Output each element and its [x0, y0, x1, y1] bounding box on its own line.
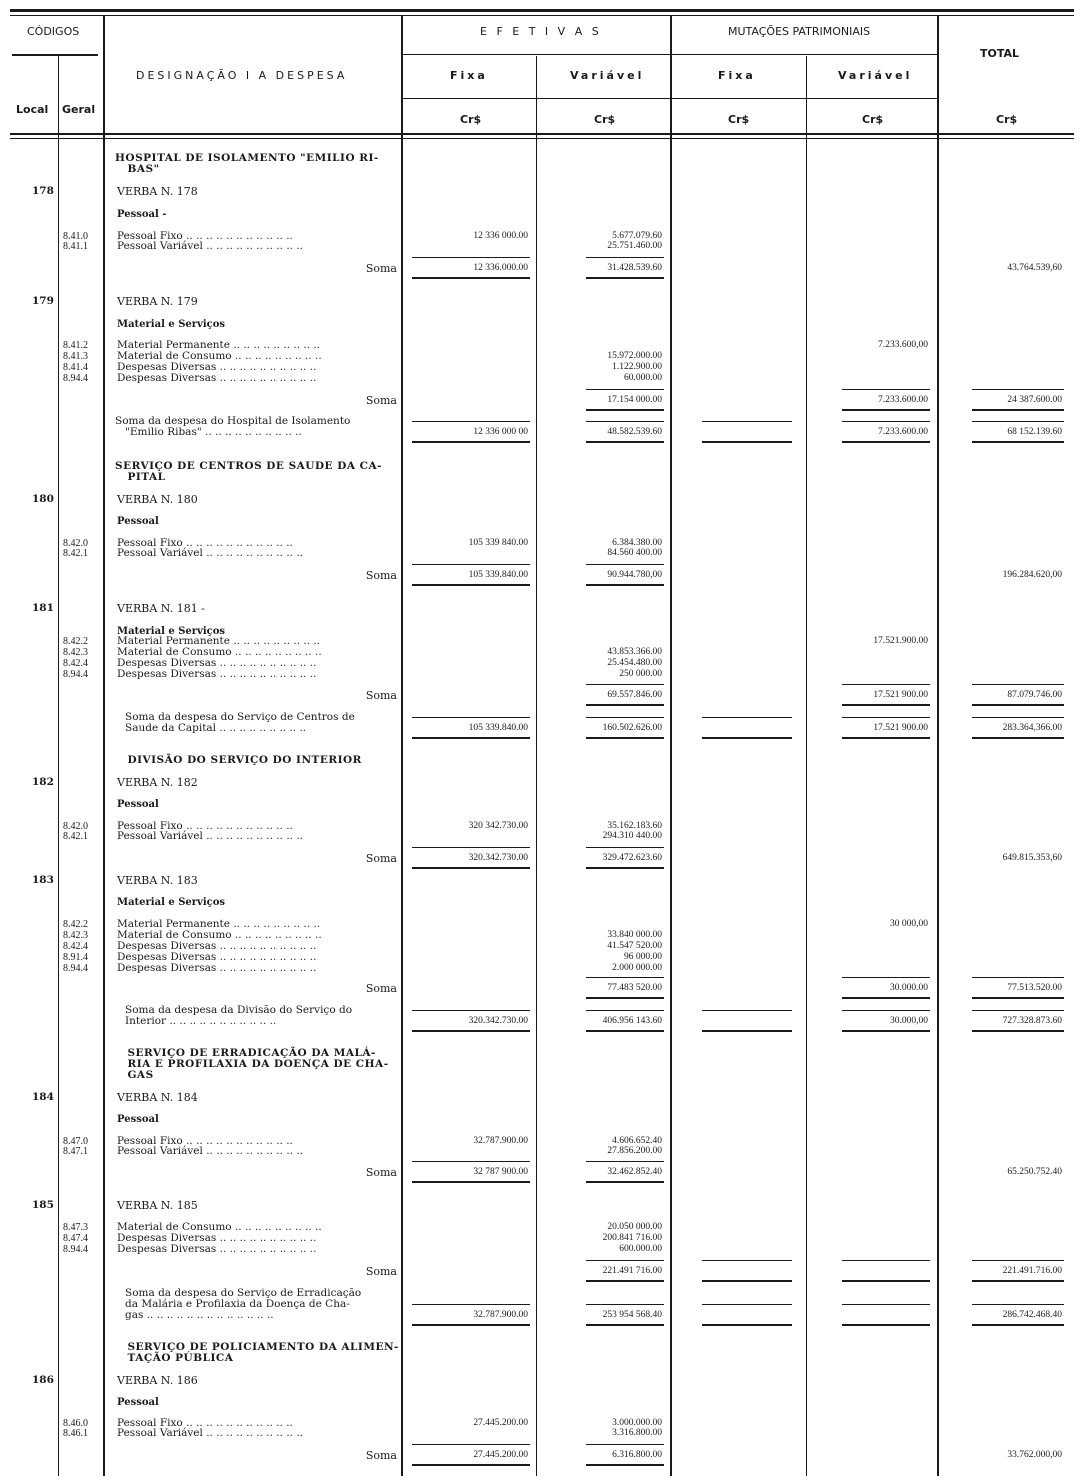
sum-rule-bottom: [842, 997, 930, 999]
sum-rule-top: [842, 1260, 930, 1261]
subgroup-label: Pessoal: [117, 1114, 159, 1125]
amount-ef-var: 15.972.000.00: [607, 351, 662, 361]
amount-ef-var: 35.162.183.60: [607, 821, 662, 831]
sum-rule-top: [842, 684, 930, 685]
subgroup-label: Pessoal -: [117, 209, 167, 220]
sum-rule-top: [972, 1304, 1064, 1305]
col-divider-ef-fixa: [536, 56, 537, 1476]
amount-ef-var: 1.122.900.00: [612, 362, 662, 372]
amount-ef-fixa: 12 336 000.00: [473, 231, 528, 241]
amount-ef-var: 221.491 716.00: [602, 1266, 662, 1276]
sum-rule-top: [702, 1304, 792, 1305]
amount-ef-fixa: 27.445.200.00: [473, 1418, 528, 1428]
sum-rule-bottom: [702, 441, 792, 443]
col-divider-local: [58, 56, 59, 1476]
sum-rule-bottom: [702, 1324, 792, 1326]
subtotal-label: Soma: [365, 982, 397, 995]
sum-rule-top: [412, 847, 530, 848]
amount-ef-var: 25.751.460.00: [607, 241, 662, 251]
sum-rule-top: [842, 389, 930, 390]
col-divider-ef-var: [670, 16, 672, 1476]
item-description: Despesas Diversas .. .. .. .. .. .. .. .. .. ..: [117, 372, 317, 384]
header-mutacoes: MUTAÇÕES PATRIMONIAIS: [728, 25, 871, 38]
item-description: Pessoal Variável .. .. .. .. .. .. .. .. .. ..: [117, 240, 304, 252]
sum-rule-bottom: [586, 277, 664, 279]
amount-ef-var: 33.840 000.00: [607, 930, 662, 940]
general-code: 8.42.4: [63, 941, 88, 952]
item-description: Despesas Diversas .. .. .. .. .. .. .. .. .. ..: [117, 940, 317, 952]
amount-ef-var: 406.956 143.60: [602, 1016, 662, 1026]
general-code: 8.42.0: [63, 538, 88, 549]
sum-rule-bottom: [412, 1181, 530, 1183]
sum-rule-top: [412, 1304, 530, 1305]
sum-rule-bottom: [586, 1030, 664, 1032]
sum-rule-bottom: [842, 1030, 930, 1032]
header-efetivas: E F E T I V A S: [480, 25, 602, 38]
general-code: 8.41.4: [63, 362, 88, 373]
header-geral: Geral: [62, 103, 96, 116]
general-code: 8.41.0: [63, 231, 88, 242]
general-code: 8.46.1: [63, 1428, 88, 1439]
amount-ef-var: 43.853.366.00: [607, 647, 662, 657]
item-description: Material Permanente .. .. .. .. .. .. .. .. ..: [117, 339, 321, 351]
amount-ef-var: 41.547 520.00: [607, 941, 662, 951]
sum-rule-top: [586, 684, 664, 685]
currency-mp-fixa: Cr$: [728, 113, 750, 126]
sum-rule-top: [412, 717, 530, 718]
sum-rule-top: [586, 977, 664, 978]
sum-rule-top: [972, 1260, 1064, 1261]
sum-rule-bottom: [412, 441, 530, 443]
sum-rule-top: [412, 421, 530, 422]
sum-rule-bottom: [586, 867, 664, 869]
general-code: 8.41.1: [63, 241, 88, 252]
item-description: Pessoal Variável .. .. .. .. .. .. .. .. .. ..: [117, 1145, 304, 1157]
sum-rule-bottom: [972, 1030, 1064, 1032]
amount-ef-var: 200.841 716.00: [602, 1233, 662, 1243]
local-code: 178: [32, 185, 54, 197]
item-description: Pessoal Fixo .. .. .. .. .. .. .. .. .. .. ..: [117, 230, 293, 242]
sum-rule-top: [586, 564, 664, 565]
verba-label: VERBA N. 178: [117, 185, 198, 198]
item-description: Material de Consumo .. .. .. .. .. .. .. .. ..: [117, 350, 322, 362]
amount-total: 68 152.139.60: [1007, 427, 1062, 437]
amount-mp-var: 30.000,00: [890, 1016, 928, 1026]
header-codigos: CÓDIGOS: [27, 25, 80, 38]
sum-rule-top: [412, 1161, 530, 1162]
subtotal-label: Soma: [365, 1166, 397, 1179]
verba-label: VERBA N. 183: [117, 874, 198, 887]
item-description: Pessoal Fixo .. .. .. .. .. .. .. .. .. .. ..: [117, 1135, 293, 1147]
amount-ef-fixa: 320.342.730.00: [468, 853, 528, 863]
item-description: Pessoal Variável .. .. .. .. .. .. .. .. .. ..: [117, 547, 304, 559]
item-description: Pessoal Fixo .. .. .. .. .. .. .. .. .. .. ..: [117, 537, 293, 549]
subgroup-label: Material e Serviços: [117, 626, 226, 637]
item-description: Despesas Diversas .. .. .. .. .. .. .. .. .. ..: [117, 951, 317, 963]
header-designacao: DESIGNAÇÃO I A DESPESA: [136, 69, 348, 82]
amount-ef-fixa: 320 342.730.00: [468, 821, 528, 831]
sum-rule-top: [702, 1010, 792, 1011]
section-title: SERVIÇO DE POLICIAMENTO DA ALIMEN- TAÇÃO PÚBLICA: [127, 1341, 399, 1364]
verba-label: VERBA N. 182: [117, 776, 198, 789]
total-description: Soma da despesa do Serviço de Erradicação da Malária e Profilaxia da Doença de Cha- gas .. .. .. .. .. .. .. .. .. .. .. .. ..: [125, 1287, 362, 1321]
top-rule-thin: [10, 15, 1074, 16]
subtotal-label: Soma: [365, 852, 397, 865]
item-description: Despesas Diversas .. .. .. .. .. .. .. .. .. ..: [117, 962, 317, 974]
amount-ef-fixa: 105 339.840.00: [468, 570, 528, 580]
amount-ef-var: 20.050 000.00: [607, 1222, 662, 1232]
sum-rule-top: [972, 684, 1064, 685]
amount-total: 24 387.600.00: [1007, 395, 1062, 405]
amount-ef-var: 96 000.00: [624, 952, 662, 962]
sum-rule-bottom: [972, 1280, 1064, 1282]
amount-ef-var: 25.454.480.00: [607, 658, 662, 668]
amount-total: 43.764.539,60: [1007, 263, 1062, 273]
subtotal-label: Soma: [365, 1449, 397, 1462]
sum-rule-top: [412, 1444, 530, 1445]
amount-mp-var: 30 000,00: [890, 919, 928, 929]
sum-rule-bottom: [972, 997, 1064, 999]
sum-rule-top: [842, 1010, 930, 1011]
amount-ef-fixa: 105 339 840.00: [468, 538, 528, 548]
local-code: 180: [32, 493, 54, 505]
sum-rule-bottom: [842, 441, 930, 443]
sum-rule-top: [972, 389, 1064, 390]
sum-rule-top: [586, 1260, 664, 1261]
sum-rule-top: [412, 257, 530, 258]
amount-ef-var: 31.428.539.60: [607, 263, 662, 273]
header-bottom-rule: [10, 133, 1074, 135]
header-total: TOTAL: [980, 47, 1020, 60]
sum-rule-bottom: [972, 704, 1064, 706]
amount-ef-var: 600.000.00: [619, 1244, 662, 1254]
sum-rule-bottom: [702, 737, 792, 739]
item-description: Pessoal Fixo .. .. .. .. .. .. .. .. .. .. ..: [117, 1417, 293, 1429]
local-code: 184: [32, 1091, 54, 1103]
general-code: 8.42.3: [63, 647, 88, 658]
amount-ef-fixa: 320.342.730.00: [468, 1016, 528, 1026]
amount-total: 727.328.873.60: [1002, 1016, 1062, 1026]
subgroup-label: Pessoal: [117, 799, 159, 810]
section-title: SERVIÇO DE ERRADICAÇÃO DA MALÁ- RIA E PROFILAXIA DA DOENÇA DE CHA- GAS: [127, 1047, 389, 1081]
amount-ef-fixa: 105 339.840.00: [468, 723, 528, 733]
item-description: Material Permanente .. .. .. .. .. .. .. .. ..: [117, 635, 321, 647]
amount-total: 221.491.716.00: [1002, 1266, 1062, 1276]
sum-rule-top: [702, 717, 792, 718]
sum-rule-top: [842, 717, 930, 718]
general-code: 8.47.3: [63, 1222, 88, 1233]
amount-mp-var: 17.521 900.00: [873, 723, 928, 733]
verba-label: VERBA N. 181 -: [117, 602, 205, 615]
sum-rule-bottom: [586, 1280, 664, 1282]
subgroup-label: Material e Serviços: [117, 897, 226, 908]
sum-rule-bottom: [842, 1324, 930, 1326]
sum-rule-bottom: [586, 584, 664, 586]
general-code: 8.42.2: [63, 636, 88, 647]
section-title: SERVIÇO DE CENTROS DE SAUDE DA CA- PITAL: [115, 460, 382, 483]
local-code: 181: [32, 602, 54, 614]
sum-rule-bottom: [586, 1181, 664, 1183]
general-code: 8.94.4: [63, 373, 88, 384]
sum-rule-bottom: [586, 1324, 664, 1326]
amount-mp-var: 7.233.600.00: [878, 427, 928, 437]
amount-ef-var: 60.000.00: [624, 373, 662, 383]
sum-rule-top: [586, 847, 664, 848]
amount-total: 33.762.000,00: [1007, 1450, 1062, 1460]
sum-rule-bottom: [412, 277, 530, 279]
general-code: 8.41.3: [63, 351, 88, 362]
local-code: 182: [32, 776, 54, 788]
amount-ef-var: 32.462.852.40: [607, 1167, 662, 1177]
section-title: HOSPITAL DE ISOLAMENTO "EMILIO RI- BAS": [115, 152, 379, 175]
col-divider-designacao: [401, 16, 403, 1476]
amount-ef-var: 329.472.623.60: [602, 853, 662, 863]
amount-ef-var: 160.502.626.00: [602, 723, 662, 733]
general-code: 8.47.1: [63, 1146, 88, 1157]
currency-mp-var: Cr$: [862, 113, 884, 126]
verba-label: VERBA N. 186: [117, 1374, 198, 1387]
amount-ef-fixa: 32.787.900.00: [473, 1310, 528, 1320]
amount-mp-var: 30.000.00: [890, 983, 928, 993]
currency-ef-var: Cr$: [594, 113, 616, 126]
subgroup-label: Pessoal: [117, 516, 159, 527]
section-title: DIVISÃO DO SERVIÇO DO INTERIOR: [115, 754, 362, 766]
amount-ef-var: 6.316.800.00: [612, 1450, 662, 1460]
sum-rule-top: [586, 1010, 664, 1011]
amount-ef-var: 84.560 400.00: [607, 548, 662, 558]
sum-rule-top: [972, 1010, 1064, 1011]
amount-ef-var: 17.154 000.00: [607, 395, 662, 405]
subtotal-label: Soma: [365, 394, 397, 407]
header-bottom-rule-thin: [10, 138, 1074, 139]
item-description: Pessoal Variável .. .. .. .. .. .. .. .. .. ..: [117, 830, 304, 842]
local-code: 179: [32, 295, 54, 307]
sum-rule-bottom: [702, 1280, 792, 1282]
amount-ef-var: 69.557.846.00: [607, 690, 662, 700]
amount-ef-var: 250 000.00: [619, 669, 662, 679]
amount-ef-var: 294.310 440.00: [602, 831, 662, 841]
sum-rule-top: [842, 977, 930, 978]
sum-rule-bottom: [972, 1324, 1064, 1326]
subtotal-label: Soma: [365, 1265, 397, 1278]
general-code: 8.94.4: [63, 1244, 88, 1255]
col-divider-mp-var: [937, 16, 939, 1476]
local-code: 186: [32, 1374, 54, 1386]
amount-ef-var: 2.000 000.00: [612, 963, 662, 973]
subtotal-label: Soma: [365, 262, 397, 275]
amount-ef-var: 6.384.380.00: [612, 538, 662, 548]
amount-ef-var: 3.316.800.00: [612, 1428, 662, 1438]
header-local: Local: [16, 103, 49, 116]
local-code: 185: [32, 1199, 54, 1211]
sum-rule-bottom: [412, 584, 530, 586]
verba-label: VERBA N. 179: [117, 295, 198, 308]
sum-rule-top: [842, 1304, 930, 1305]
sum-rule-bottom: [412, 1324, 530, 1326]
sum-rule-bottom: [972, 737, 1064, 739]
sum-rule-top: [586, 717, 664, 718]
item-description: Despesas Diversas .. .. .. .. .. .. .. .. .. ..: [117, 361, 317, 373]
amount-ef-var: 90.944.780,00: [607, 570, 662, 580]
amount-total: 283.364,366.00: [1002, 723, 1062, 733]
sum-rule-bottom: [842, 1280, 930, 1282]
sum-rule-bottom: [842, 704, 930, 706]
currency-total: Cr$: [996, 113, 1018, 126]
amount-ef-fixa: 32 787 900.00: [473, 1167, 528, 1177]
amount-ef-var: 27.856.200.00: [607, 1146, 662, 1156]
verba-label: VERBA N. 185: [117, 1199, 198, 1212]
col-divider-geral: [103, 16, 105, 1476]
item-description: Despesas Diversas .. .. .. .. .. .. .. .. .. ..: [117, 1243, 317, 1255]
sum-rule-top: [586, 389, 664, 390]
sum-rule-bottom: [412, 1030, 530, 1032]
sum-rule-top: [972, 421, 1064, 422]
general-code: 8.42.3: [63, 930, 88, 941]
amount-ef-var: 4.606.652.40: [612, 1136, 662, 1146]
item-description: Material de Consumo .. .. .. .. .. .. .. .. ..: [117, 646, 322, 658]
header-fixa-efetivas: Fixa: [450, 69, 488, 82]
amount-ef-var: 253 954 568.40: [602, 1310, 662, 1320]
sum-rule-bottom: [586, 704, 664, 706]
sum-rule-top: [412, 1010, 530, 1011]
amount-mp-var: 7.233.600.00: [878, 395, 928, 405]
item-description: Material de Consumo .. .. .. .. .. .. .. .. ..: [117, 929, 322, 941]
sum-rule-bottom: [586, 737, 664, 739]
local-code: 183: [32, 874, 54, 886]
general-code: 8.42.1: [63, 831, 88, 842]
verba-label: VERBA N. 184: [117, 1091, 198, 1104]
subgroup-label: Material e Serviços: [117, 319, 226, 330]
verba-label: VERBA N. 180: [117, 493, 198, 506]
item-description: Pessoal Variável .. .. .. .. .. .. .. .. .. ..: [117, 1427, 304, 1439]
sum-rule-top: [586, 1444, 664, 1445]
sum-rule-bottom: [972, 441, 1064, 443]
sum-rule-bottom: [586, 441, 664, 443]
amount-ef-var: 77.483 520.00: [607, 983, 662, 993]
top-rule: [10, 9, 1074, 12]
sum-rule-top: [702, 421, 792, 422]
amount-ef-var: 5.677.079.60: [612, 231, 662, 241]
sum-rule-top: [972, 717, 1064, 718]
general-code: 8.94.4: [63, 963, 88, 974]
item-description: Despesas Diversas .. .. .. .. .. .. .. .. .. ..: [117, 1232, 317, 1244]
item-description: Despesas Diversas .. .. .. .. .. .. .. .. .. ..: [117, 668, 317, 680]
sum-rule-bottom: [412, 737, 530, 739]
general-code: 8.47.4: [63, 1233, 88, 1244]
general-code: 8.41.2: [63, 340, 88, 351]
amount-total: 87.079.746.00: [1007, 690, 1062, 700]
total-description: Soma da despesa da Divisão do Serviço do Interior .. .. .. .. .. .. .. .. .. .. ..: [125, 1004, 353, 1027]
sum-rule-top: [842, 421, 930, 422]
total-description: Soma da despesa do Hospital de Isolamento "Emilio Ribas" .. .. .. .. .. .. .. .. .. ..: [115, 415, 351, 438]
general-code: 8.42.2: [63, 919, 88, 930]
sum-rule-bottom: [412, 1464, 530, 1466]
general-code: 8.42.0: [63, 821, 88, 832]
sum-rule-bottom: [586, 997, 664, 999]
general-code: 8.42.1: [63, 548, 88, 559]
item-description: Pessoal Fixo .. .. .. .. .. .. .. .. .. .. ..: [117, 820, 293, 832]
sum-rule-top: [972, 977, 1064, 978]
amount-mp-var: 17.521.900.00: [873, 636, 928, 646]
sum-rule-bottom: [586, 409, 664, 411]
sum-rule-top: [586, 257, 664, 258]
item-description: Material de Consumo .. .. .. .. .. .. .. .. ..: [117, 1221, 322, 1233]
header-fixa-mutacoes: Fixa: [718, 69, 756, 82]
total-description: Soma da despesa do Serviço de Centros de Saude da Capital .. .. .. .. .. .. .. .. ..: [125, 711, 355, 734]
amount-total: 649.815.353,60: [1002, 853, 1062, 863]
sum-rule-bottom: [586, 1464, 664, 1466]
amount-ef-fixa: 27.445.200.00: [473, 1450, 528, 1460]
col-divider-mp-fixa: [806, 56, 807, 1476]
amount-ef-var: 48.582.539.60: [607, 427, 662, 437]
subtotal-label: Soma: [365, 569, 397, 582]
amount-ef-var: 3.000.000.00: [612, 1418, 662, 1428]
amount-total: 286.742.468.40: [1002, 1310, 1062, 1320]
sum-rule-bottom: [842, 409, 930, 411]
header-variavel-efetivas: Variável: [570, 69, 645, 82]
sum-rule-bottom: [412, 867, 530, 869]
amount-total: 77.513.520.00: [1007, 983, 1062, 993]
amount-ef-fixa: 12 336 000 00: [473, 427, 528, 437]
amount-mp-var: 17.521 900.00: [873, 690, 928, 700]
general-code: 8.91.4: [63, 952, 88, 963]
sum-rule-top: [586, 1161, 664, 1162]
item-description: Material Permanente .. .. .. .. .. .. .. .. ..: [117, 918, 321, 930]
sum-rule-top: [702, 1260, 792, 1261]
amount-total: 196.284.620,00: [1002, 570, 1062, 580]
sum-rule-bottom: [972, 409, 1064, 411]
general-code: 8.47.0: [63, 1136, 88, 1147]
amount-mp-var: 7.233.600,00: [878, 340, 928, 350]
general-code: 8.46.0: [63, 1418, 88, 1429]
sum-rule-bottom: [842, 737, 930, 739]
sum-rule-bottom: [702, 1030, 792, 1032]
item-description: Despesas Diversas .. .. .. .. .. .. .. .. .. ..: [117, 657, 317, 669]
general-code: 8.94.4: [63, 669, 88, 680]
subtotal-label: Soma: [365, 689, 397, 702]
amount-ef-fixa: 12 336.000.00: [473, 263, 528, 273]
currency-ef-fixa: Cr$: [460, 113, 482, 126]
amount-total: 65.250.752.40: [1007, 1167, 1062, 1177]
general-code: 8.42.4: [63, 658, 88, 669]
sum-rule-top: [412, 564, 530, 565]
header-variavel-mutacoes: Variável: [838, 69, 913, 82]
subgroup-label: Pessoal: [117, 1397, 159, 1408]
sum-rule-top: [586, 421, 664, 422]
sum-rule-top: [586, 1304, 664, 1305]
amount-ef-fixa: 32.787.900.00: [473, 1136, 528, 1146]
header-rule-codigos: [12, 54, 98, 56]
